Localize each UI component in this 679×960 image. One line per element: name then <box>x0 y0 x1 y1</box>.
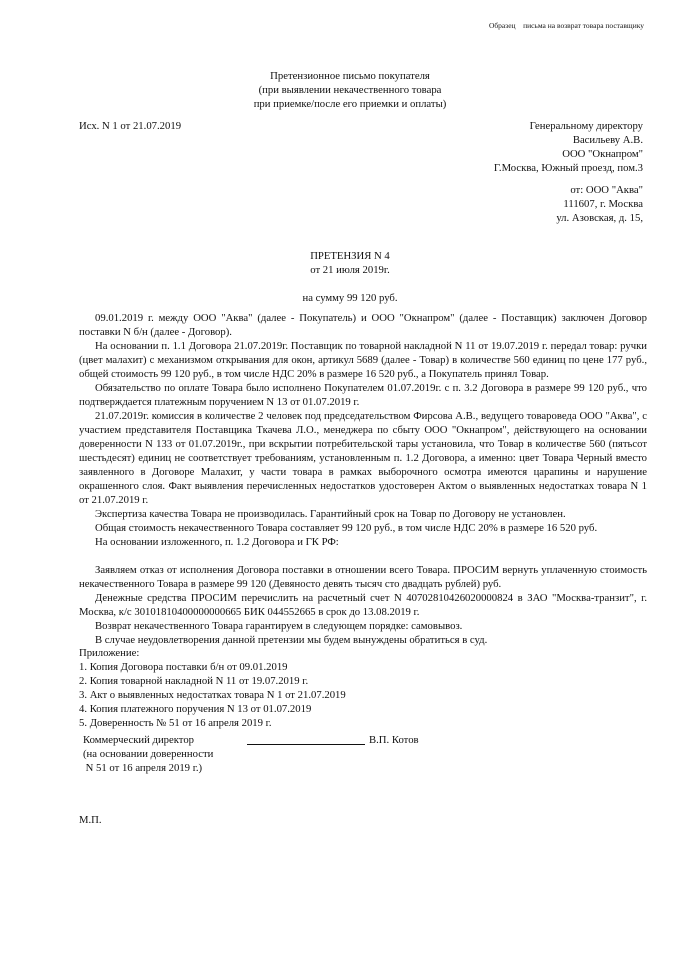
recipient-line: Васильеву А.В. <box>572 134 643 146</box>
appendix-item: 2. Копия товарной накладной N 11 от 19.07.2019 г. <box>79 675 309 687</box>
sender-block <box>556 183 643 225</box>
body-paragraph: Общая стоимость некачественного Товара составляет 99 120 руб., в том числе НДС 20% в размере 16 520 руб. <box>95 522 598 534</box>
sender-line: от: ООО "Аква" <box>570 184 643 196</box>
appendix-item: 3. Акт о выявленных недостатках товара N 1 от 21.07.2019 <box>79 689 346 701</box>
signature-line <box>247 744 365 745</box>
title-line: (при выявлении некачественного товара <box>258 84 442 96</box>
claim-heading-block <box>0 249 679 277</box>
claim-date: от 21 июля 2019г. <box>310 264 390 276</box>
title-line: Претензионное письмо покупателя <box>270 70 430 82</box>
signatory-name: В.П. Котов <box>369 734 419 746</box>
body-paragraph: На основании п. 1.1 Договора 21.07.2019г. Поставщик по товарной накладной N 11 от 19.07.2019 г. передал товар: ручки (цвет малахит) с механизмом открывания для окон, артикул 5689 (далее - Товар) в количестве 560 единиц по цене 177 руб., общей стоимость 99 120 руб., в том числе НДС 20% в размере 16 520 руб., а Покупатель принял Товар. <box>79 340 647 380</box>
stamp-place: М.П. <box>79 814 102 826</box>
recipient-line: Генеральному директору <box>529 120 643 132</box>
demand-paragraph: Возврат некачественного Товара гарантируем в следующем порядке: самовывоз. <box>95 620 463 632</box>
title-line: при приемке/после его приемки и оплаты) <box>253 98 447 110</box>
signatory-line: (на основании доверенности <box>83 748 214 760</box>
appendix-item: 4. Копия платежного поручения N 13 от 01.07.2019 <box>79 703 312 715</box>
body-paragraph: Обязательство по оплате Товара было исполнено Покупателем 01.07.2019г. с п. 3.2 Договора в размере 99 120 руб., что подтверждается платежным поручением N 13 от 01.07.2019 г. <box>79 382 647 408</box>
appendix-item: 5. Доверенность № 51 от 16 апреля 2019 г. <box>79 717 272 729</box>
sample-note: Образец письма на возврат товара поставщику <box>488 21 644 30</box>
letter-body <box>79 311 647 647</box>
appendix-heading: Приложение: <box>79 647 140 659</box>
recipient-line: Г.Москва, Южный проезд, пом.3 <box>493 162 643 174</box>
claim-sum: на сумму 99 120 руб. <box>302 292 398 304</box>
demand-paragraph: Денежные средства ПРОСИМ перечислить на расчетный счет N 40702810426020000824 в ЗАО "Москва-транзит", г. Москва, к/с 30101810400000000665 БИК 044552665 в срок до 13.08.2019 г. <box>79 592 647 618</box>
body-paragraph: 09.01.2019 г. между ООО "Аква" (далее - Покупатель) и ООО "Окнапром" (далее - Поставщик) заключен Договор поставки N б/н (далее - Договор). <box>79 312 647 338</box>
appendix <box>79 646 346 730</box>
sender-line: 111607, г. Москва <box>563 198 643 210</box>
appendix-item: 1. Копия Договора поставки б/н от 09.01.2019 <box>79 661 288 673</box>
body-paragraph: Экспертиза качества Товара не производилась. Гарантийный срок на Товар по Договору не установлен. <box>95 508 566 520</box>
body-paragraph: На основании изложенного, п. 1.2 Договора и ГК РФ: <box>95 536 339 548</box>
demand-paragraph: Заявляем отказ от исполнения Договора поставки в отношении всего Товара. ПРОСИМ вернуть уплаченную стоимость некачественного Товара в размере 99 120 (Девяносто девять тысяч сто двадцать рублей) руб. <box>79 564 647 590</box>
document-title <box>0 69 679 111</box>
sender-line: ул. Азовская, д. 15, <box>556 212 643 224</box>
claim-heading: ПРЕТЕНЗИЯ N 4 <box>310 250 390 262</box>
recipient-line: ООО "Окнапром" <box>562 148 643 160</box>
signatory-line: N 51 от 16 апреля 2019 г.) <box>83 762 203 774</box>
demand-paragraph: В случае неудовлетворения данной претензии мы будем вынуждены обратиться в суд. <box>95 634 488 646</box>
body-paragraph: 21.07.2019г. комиссия в количестве 2 человек под председательством Фирсова А.В., ведущего товароведа ООО "Аква", с участием представителя Поставщика Ткачева Л.О., менеджера по сбыту ООО "Окнапром", действующего на основании доверенности N 133 от 01.07.2019г., при вскрытии потребительской тары установила, что Товар в количестве 560 (пятьсот шестьдесят) единиц не соответствует требованиям, установленным п. 1.2 Договора, а именно: цвет Товара Черный вместо заявленного в Договоре Малахит, у части товара в рамках выборочного осмотра имеются царапины и нарушение окрашенного слоя. Факт выявления перечисленных недостатков удостоверен Актом о выявленных недостатках товара N 1 от 21.07.2019 г. <box>79 410 647 506</box>
signatory-line: Коммерческий директор <box>83 734 195 746</box>
recipient-block <box>494 119 643 175</box>
outgoing-reference: Исх. N 1 от 21.07.2019 <box>79 120 182 132</box>
signatory-block <box>83 733 213 775</box>
